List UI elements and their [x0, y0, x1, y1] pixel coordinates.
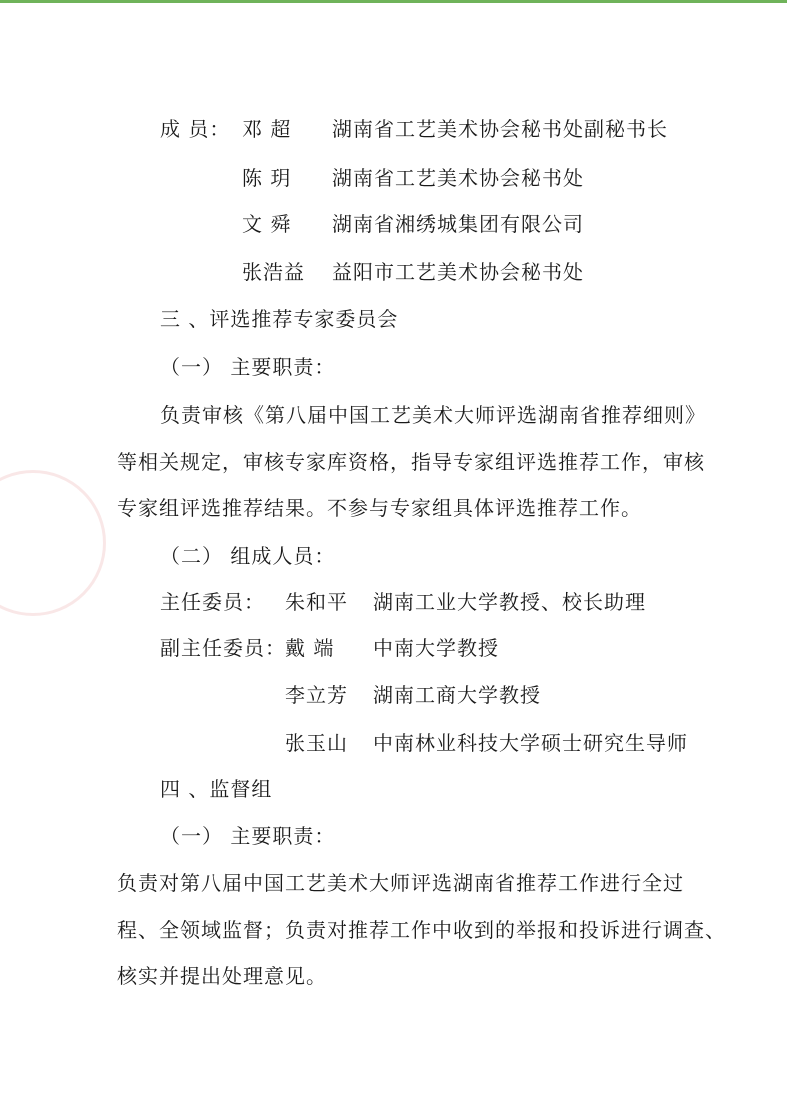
faint-seal-mark [0, 470, 106, 616]
member-name: 张浩益 [242, 260, 305, 284]
vice-role: 副主任委员： [160, 636, 286, 660]
paragraph-line: 等相关规定，审核专家库资格，指导专家组评选推荐工作，审核 [117, 450, 705, 474]
member-name: 文 舜 [242, 212, 292, 236]
member-desc: 益阳市工艺美术协会秘书处 [332, 260, 584, 284]
chair-name: 朱和平 [285, 590, 348, 614]
vice-name: 李立芳 [285, 683, 348, 707]
vice-desc: 中南林业科技大学硕士研究生导师 [373, 731, 688, 755]
paragraph-line: 负责对第八届中国工艺美术大师评选湖南省推荐工作进行全过 [117, 871, 684, 895]
member-name: 陈 玥 [242, 166, 292, 190]
vice-name: 张玉山 [285, 731, 348, 755]
vice-desc: 中南大学教授 [373, 636, 499, 660]
member-name: 邓 超 [242, 117, 292, 141]
paragraph-line: 专家组评选推荐结果。不参与专家组具体评选推荐工作。 [117, 496, 642, 520]
section-heading: 四 、监督组 [160, 777, 273, 801]
paragraph-line: 负责审核《第八届中国工艺美术大师评选湖南省推荐细则》 [160, 403, 706, 427]
vice-name: 戴 端 [285, 636, 335, 660]
member-desc: 湖南省湘绣城集团有限公司 [332, 212, 584, 236]
subsection-heading: （一） 主要职责： [160, 824, 336, 848]
paragraph-line: 核实并提出处理意见。 [117, 964, 327, 988]
vice-desc: 湖南工商大学教授 [373, 683, 541, 707]
chair-desc: 湖南工业大学教授、校长助理 [373, 590, 646, 614]
member-desc: 湖南省工艺美术协会秘书处副秘书长 [332, 117, 668, 141]
top-edge-line [0, 0, 787, 3]
paragraph-line: 程、全领域监督；负责对推荐工作中收到的举报和投诉进行调查、 [117, 918, 726, 942]
members-label: 成 员： [160, 117, 231, 141]
subsection-heading: （二） 组成人员： [160, 544, 336, 568]
member-desc: 湖南省工艺美术协会秘书处 [332, 166, 584, 190]
subsection-heading: （一） 主要职责： [160, 355, 336, 379]
section-heading: 三 、评选推荐专家委员会 [160, 307, 399, 331]
chair-role: 主任委员： [160, 590, 265, 614]
